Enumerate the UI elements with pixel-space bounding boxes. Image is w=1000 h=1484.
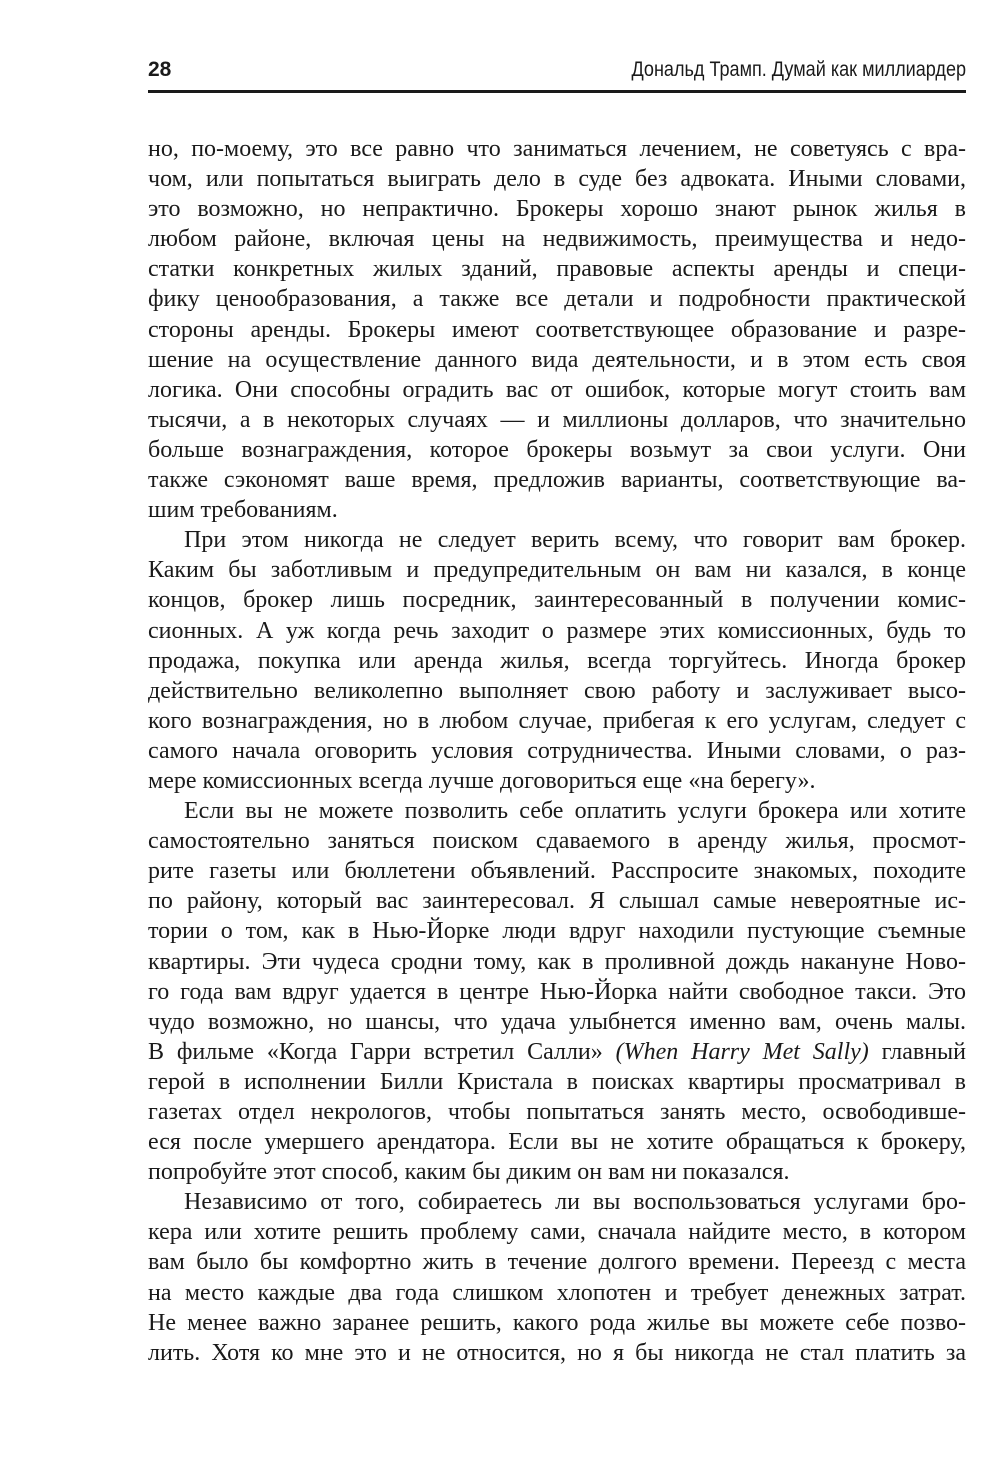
text-line: статки конкретных жилых зданий, правовые аспекты аренды и специ-: [148, 256, 966, 283]
text-line: чудо возможно, но шансы, что удача улыбнется именно вам, очень малы.: [148, 1008, 966, 1035]
text-line: кера или хотите решить проблему сами, сначала найдите место, в котором: [148, 1219, 966, 1246]
text-line: квартиры. Эти чудеса сродни тому, как в проливной дождь накануне Ново-: [148, 948, 966, 975]
text-line: еся после умершего арендатора. Если вы не хотите обращаться к брокеру,: [148, 1129, 966, 1156]
page-header: [148, 54, 966, 93]
text-line: вам было бы комфортно жить в течение долгого времени. Переезд с места: [148, 1249, 966, 1276]
text-line: кого вознаграждения, но в любом случае, прибегая к его услугам, следует с: [148, 707, 966, 734]
text-line: Если вы не можете позволить себе оплатить услуги брокера или хотите: [184, 798, 966, 825]
paragraph-2: [148, 525, 966, 796]
text-line: газетах отдел некрологов, чтобы попытаться занять место, освободивше-: [148, 1099, 966, 1125]
text-line: также сэкономят ваше время, предложив варианты, соответствующие ва-: [148, 467, 966, 494]
text-line: При этом никогда не следует верить всему, что говорит вам брокер.: [184, 527, 966, 554]
text-line: фику ценообразования, а также все детали и подробности практической: [148, 286, 966, 313]
text-line: продажа, покупка или аренда жилья, всегда торгуйтесь. Иногда брокер: [148, 647, 966, 674]
film-title-ru: В фильме «Когда Гарри встретил Салли»: [148, 1038, 603, 1065]
paragraph-4: [148, 1187, 966, 1368]
text-line: на место каждые два года слишком хлопотен и требует денежных затрат.: [148, 1279, 966, 1306]
paragraph-1: [148, 134, 966, 525]
text-line: рите газеты или бюллетени объявлений. Расспросите знакомых, походите: [148, 858, 966, 885]
text-line: самостоятельно заняться поиском сдаваемого в аренду жилья, просмот-: [148, 828, 966, 855]
text-line: по району, который вас заинтересовал. Я слышал самые невероятные ис-: [148, 888, 966, 915]
text-line: чом, или попытаться выиграть дело в суде без адвоката. Иными словами,: [148, 166, 966, 193]
text-line: но, по-моему, это все равно что заниматься лечением, не советуясь с вра-: [148, 136, 966, 162]
text-line: больше вознаграждения, которое брокеры возьмут за свои услуги. Они: [148, 436, 966, 463]
text-line-film: [148, 1037, 966, 1067]
text-line: Независимо от того, собираетесь ли вы воспользоваться услугами бро-: [184, 1189, 966, 1216]
text-line: тории о том, как в Нью-Йорке люди вдруг находили пустующие съемные: [148, 918, 966, 945]
text-line: герой в исполнении Билли Кристала в поисках квартиры просматривал в: [148, 1068, 966, 1095]
text-line: попробуйте этот способ, каким бы диким он вам ни показался.: [148, 1159, 790, 1186]
text-line: го года вам вдруг удается в центре Нью-Йорка найти свободное такси. Это: [148, 978, 966, 1005]
text-line: действительно великолепно выполняет свою работу и заслуживает высо-: [148, 677, 966, 704]
text-line: концов, брокер лишь посредник, заинтересованный в получении комис-: [148, 587, 966, 614]
text-line: шение на осуществление данного вида деятельности, и в этом есть своя: [148, 346, 966, 373]
text-line: самого начала оговорить условия сотрудничества. Иными словами, о раз-: [148, 737, 966, 764]
text-line: Не менее важно заранее решить, какого рода жилье вы можете себе позво-: [148, 1309, 966, 1336]
text-line: сионных. А уж когда речь заходит о размере этих комиссионных, будь то: [148, 617, 966, 644]
text-body: [148, 134, 966, 1368]
text-line: это возможно, но непрактично. Брокеры хорошо знают рынок жилья в: [148, 196, 966, 223]
text-line: логика. Они способны оградить вас от ошибок, которые могут стоить вам: [148, 376, 966, 403]
text-line: шим требованиям.: [148, 497, 338, 524]
paragraph-3: [148, 796, 966, 1187]
text-line: любом районе, включая цены на недвижимость, преимущества и недо-: [148, 226, 966, 253]
text-line: тысячи, а в некоторых случаях — и миллионы долларов, что значительно: [148, 406, 966, 433]
text-line: Каким бы заботливым и предупредительным он вам ни казался, в конце: [148, 557, 966, 584]
film-line-tail: главный: [881, 1038, 967, 1065]
running-head: Дональд Трамп. Думай как миллиардер: [631, 58, 966, 81]
film-title-en: (When Harry Met Sally): [615, 1038, 869, 1065]
text-line: мере комиссионных всегда лучше договориться еще «на берегу».: [148, 767, 816, 794]
text-line: стороны аренды. Брокеры имеют соответствующее образование и разре-: [148, 316, 966, 343]
page-number: 28: [148, 58, 172, 81]
text-line: лить. Хотя ко мне это и не относится, но я бы никогда не стал платить за: [148, 1339, 966, 1366]
